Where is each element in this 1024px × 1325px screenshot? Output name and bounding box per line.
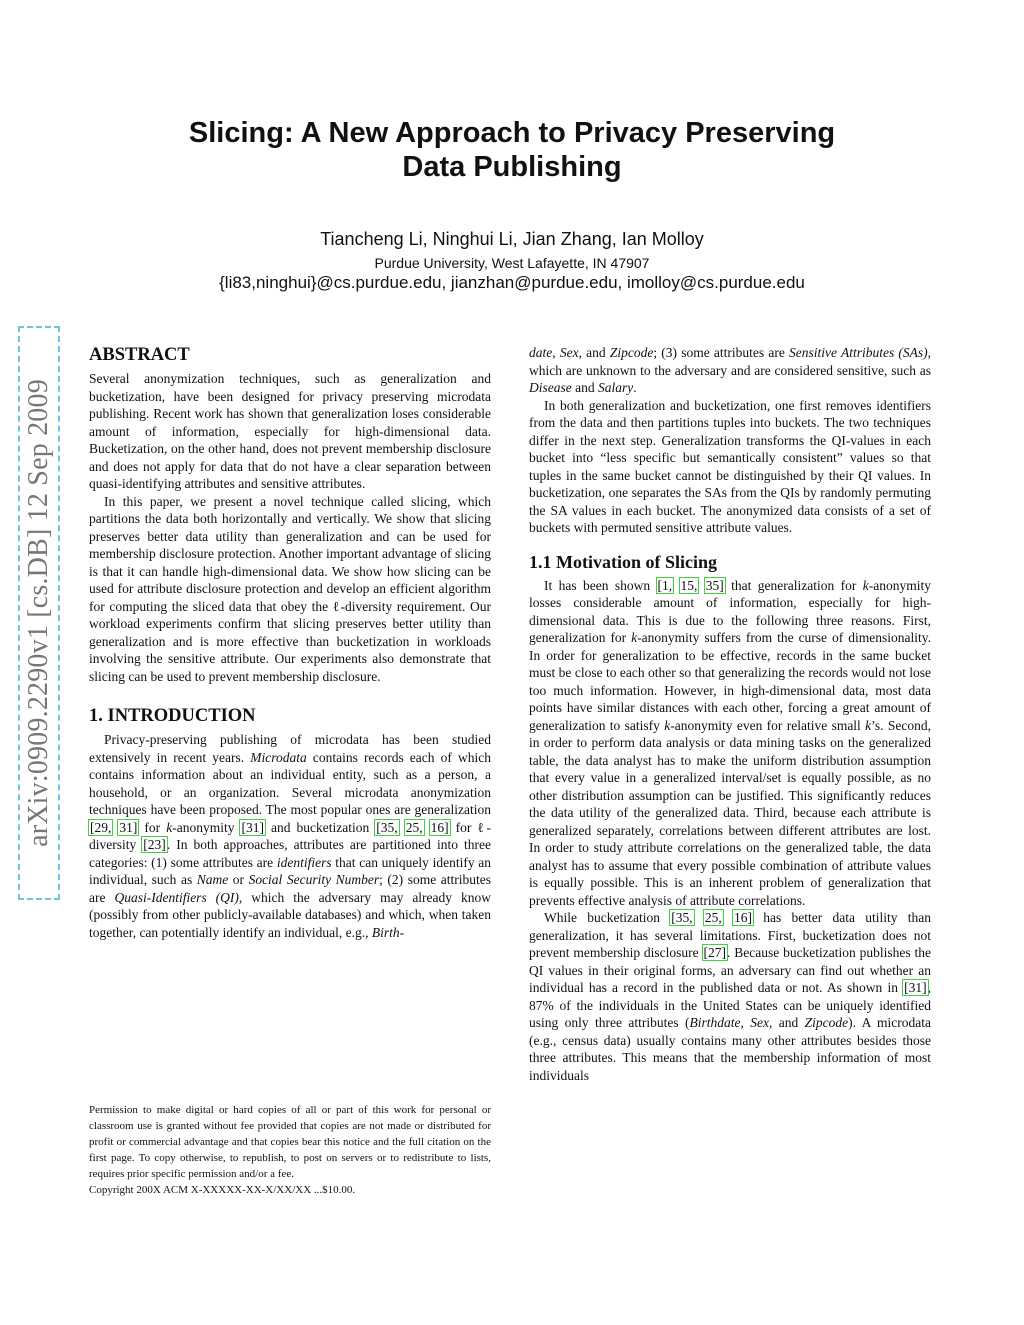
left-column	[89, 344, 491, 941]
arxiv-stamp: arXiv:0909.2290v1 [cs.DB] 12 Sep 2009	[23, 379, 54, 847]
citation-link[interactable]: [35,	[671, 910, 693, 925]
abstract-paragraph-1: Several anonymization techniques, such as generalization and bucketization, have been designed for privacy preserving microdata publishing. Recent work has shown that generalization loses considerable amount of information, especially for high-dimensional data. Bucketization, on the other hand, does not prevent membership disclosure and does not apply for data that do not have a clear separation between quasi-identifying attributes and sensitive attributes.	[89, 371, 491, 491]
section-1-1-heading: 1.1 Motivation of Slicing	[529, 551, 717, 572]
citation-link[interactable]: [35,	[376, 819, 398, 835]
intro-paragraph-2: In both generalization and bucketization, one first removes identifiers from the data and then partitions tuples into buckets. The two techniques differ in the next step. Generalization transforms the QI-values in each bucket into “less specific but semantically consistent” values so that tuples in the same bucket cannot be distinguished by their QI values. In bucketization, one separates the SAs from the QIs by randomly permuting the SA values in each bucket. The anonymized data consists of a set of buckets with permuted sensitive attribute values.	[529, 397, 931, 535]
permission-footnote	[89, 1102, 491, 1198]
citation-link[interactable]: 25,	[704, 910, 722, 925]
citation-link[interactable]: [1,	[657, 577, 673, 593]
citation-link[interactable]: [29,	[90, 819, 112, 835]
abstract-heading: ABSTRACT	[89, 345, 190, 365]
author-emails: {li83,ninghui}@cs.purdue.edu, jianzhan@purdue.edu, imolloy@cs.purdue.edu	[219, 273, 805, 292]
motivation-paragraph-2: While bucketization [35, 25, 16] has better data utility than generalization, it has several limitations. First, bucketization does not prevent membership disclosure [27]. Because bucketization publishes the QI values in their original forms, an adversary can find out whether an individual has a record in the published data or not. As shown in [31], 87% of the individuals in the United States can be uniquely identified using only three attributes (Birthdate, Sex, and Zipcode). A microdata (e.g., census data) usually contains many other attributes besides those three attributes. This means that the membership information of most individuals	[529, 910, 932, 1083]
intro-paragraph-continued: date, Sex, and Zipcode; (3) some attributes are Sensitive Attributes (SAs), which are unknown to the adversary and are considered sensitive, such as Disease and Salary.	[529, 345, 932, 395]
introduction-heading: 1. INTRODUCTION	[89, 706, 256, 726]
citation-link[interactable]: [23]	[143, 837, 166, 852]
affiliation: Purdue University, West Lafayette, IN 47907	[374, 255, 650, 271]
citation-link[interactable]: 35]	[705, 577, 724, 593]
introduction-paragraph-1: Privacy-preserving publishing of microdata has been studied extensively in recent years. Microdata contains records each of which contains information about an individual entity, such as a person, a household, or an organization. Several microdata anonymization techniques have been proposed. The most popular ones are generalization [29, 31] for k-anonymity [31] and bucketization [35, 25, 16] for ℓ-diversity [23]. In both approaches, attributes are partitioned into three categories: (1) some attributes are identifiers that can uniquely identify an individual, such as Name or Social Security Number; (2) some attributes are Quasi-Identifiers (QI), which the adversary may already know (possibly from other publicly-available databases) and which, when taken together, can potentially identify an individual, e.g., Birth-	[89, 732, 492, 940]
citation-link[interactable]: 25,	[405, 819, 423, 835]
paper-title	[140, 116, 884, 184]
motivation-paragraph-1: It has been shown [1, 15, 35] that generalization for k-anonymity losses considerable amount of information, especially for high-dimensional data. This is due to the following three reasons. First, generalization for k-anonymity suffers from the curse of dimensionality. In order for generalization to be effective, records in the same bucket must be close to each other so that generalizing the records would not lose too much information. However, in high-dimensional data, most data points have similar distances with each other, forcing a great amount of generalization to satisfy k-anonymity even for relative small k’s. Second, in order to perform data analysis or data mining tasks on the generalized table, the data analyst has to make the uniform distribution assumption that every value in a generalized interval/set is equally possible, as no other distribution assumption can be justified. This significantly reduces the data utility of the generalized data. Third, because each attribute is generalized separately, correlations between different attributes are lost. In order to study attribute correlations on the generalized table, the data analyst has to assume that every possible combination of attribute values is equally possible. This is an inherent problem of generalization that prevents effective analysis of attribute correlations.	[529, 577, 932, 908]
citation-link[interactable]: [27]	[703, 945, 727, 960]
author-list: Tiancheng Li, Ninghui Li, Jian Zhang, Ian Molloy	[320, 229, 704, 249]
permission-text: Permission to make digital or hard copies of all or part of this work for personal or classroom use is granted without fee provided that copies are not made or distributed for profit or commercial advantage and that copies bear this notice and the full citation on the first page. To copy otherwise, to republish, to post on servers or to redistribute to lists, requires prior specific permission and/or a fee.	[89, 1104, 491, 1180]
citation-link[interactable]: 31]	[119, 819, 138, 835]
citation-link[interactable]: 16]	[430, 819, 449, 835]
citation-link[interactable]: 15,	[680, 577, 698, 593]
citation-link[interactable]: [31]	[241, 819, 264, 835]
citation-link[interactable]: [31]	[904, 980, 927, 995]
title-line-1: Slicing: A New Approach to Privacy Preserving	[188, 117, 836, 149]
right-column	[529, 344, 931, 1084]
abstract-paragraph-2: In this paper, we present a novel technique called slicing, which partitions the data both horizontally and vertically. We show that slicing preserves better data utility than generalization and can be used for membership disclosure protection. Another important advantage of slicing is that it can handle high-dimensional data. We show how slicing can be used for attribute disclosure protection and develop an efficient algorithm for computing the sliced data that obey the ℓ-diversity requirement. Our workload experiments confirm that slicing preserves better utility than generalization and is more effective than bucketization in workloads involving the sensitive attribute. Our experiments also demonstrate that slicing can be used to prevent membership disclosure.	[89, 493, 491, 684]
copyright-line: Copyright 200X ACM X-XXXXX-XX-X/XX/XX ...$10.00.	[89, 1184, 356, 1196]
title-line-2: Data Publishing	[402, 151, 622, 183]
citation-link[interactable]: 16]	[734, 910, 753, 925]
